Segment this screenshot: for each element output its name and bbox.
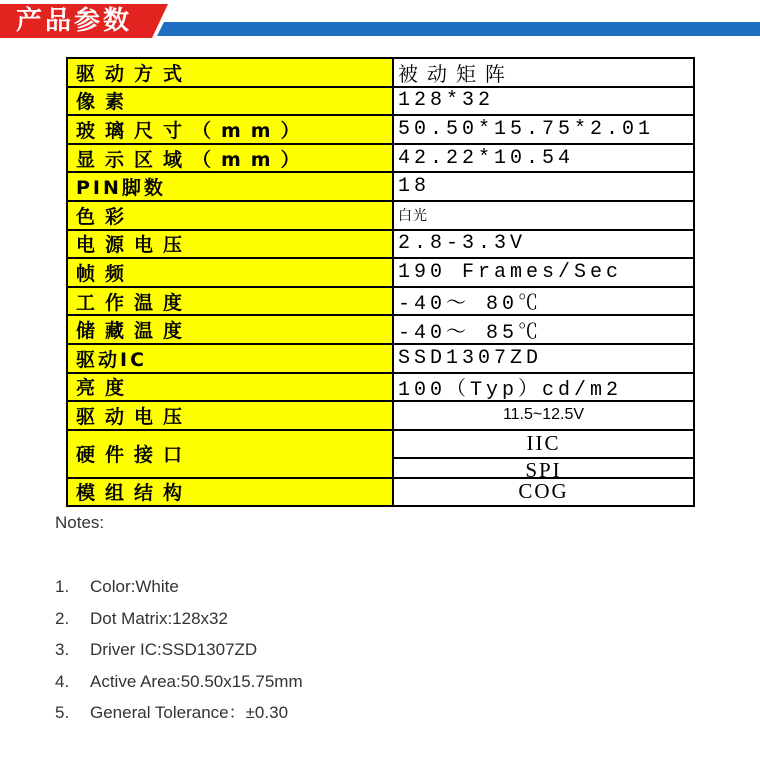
drive-voltage-value: 11.5~12.5V <box>394 402 693 429</box>
header-stripe <box>157 22 760 36</box>
pin-count-value: 18 <box>394 173 693 200</box>
glass-size-value: 50.50*15.75*2.01 <box>394 116 693 143</box>
brightness-label: 亮度 <box>68 374 392 401</box>
driver-ic-label: 驱动IC <box>68 345 392 372</box>
operating-temp-value: -40～ 80℃ <box>394 288 693 315</box>
brightness-value: 100（Typ）cd/m2 <box>394 374 693 401</box>
note-number: 5. <box>55 703 70 722</box>
spec-table <box>66 57 695 507</box>
supply-voltage-value: 2.8-3.3V <box>394 231 693 258</box>
interface-label: 硬件接口 <box>68 431 392 477</box>
drive-mode-label: 驱动方式 <box>68 59 392 86</box>
note-text: Dot Matrix:128x32 <box>90 608 228 628</box>
note-item <box>55 577 303 609</box>
note-text: General Tolerance：±0.30 <box>90 703 289 722</box>
driver-ic-value: SSD1307ZD <box>394 345 693 372</box>
note-item <box>55 640 303 672</box>
notes-heading: Notes: <box>55 513 105 532</box>
interface-spi-value: SPI <box>394 459 693 477</box>
operating-temp-label: 工作温度 <box>68 288 392 315</box>
color-label: 色彩 <box>68 202 392 229</box>
note-number: 4. <box>55 671 70 691</box>
frame-rate-value: 190 Frames/Sec <box>394 259 693 286</box>
interface-iic-value: IIC <box>394 431 693 457</box>
storage-temp-value: -40～ 85℃ <box>394 316 693 343</box>
notes-list <box>55 577 303 735</box>
note-text: Driver IC:SSD1307ZD <box>90 640 258 659</box>
note-item <box>55 672 303 704</box>
drive-mode-value: 被动矩阵 <box>394 59 693 86</box>
pixels-value: 128*32 <box>394 88 693 115</box>
frame-rate-label: 帧频 <box>68 259 392 286</box>
glass-size-label: 玻璃尺寸（mm） <box>68 116 392 143</box>
page-title: 产品参数 <box>16 6 133 36</box>
pin-count-label: PIN脚数 <box>68 173 392 200</box>
note-number: 3. <box>55 640 70 659</box>
module-structure-label: 模组结构 <box>68 479 392 505</box>
display-area-value: 42.22*10.54 <box>394 145 693 172</box>
note-number: 1. <box>55 577 70 596</box>
supply-voltage-label: 电源电压 <box>68 231 392 258</box>
storage-temp-label: 储藏温度 <box>68 316 392 343</box>
drive-voltage-label: 驱动电压 <box>68 402 392 429</box>
note-text: Color:White <box>90 577 179 596</box>
note-item <box>55 609 303 641</box>
note-text: Active Area:50.50x15.75mm <box>90 671 303 691</box>
pixels-label: 像素 <box>68 88 392 115</box>
color-value: 白光 <box>394 202 693 229</box>
note-item <box>55 703 303 735</box>
note-number: 2. <box>55 608 70 628</box>
display-area-label: 显示区域（mm） <box>68 145 392 172</box>
module-structure-value: COG <box>394 479 693 505</box>
